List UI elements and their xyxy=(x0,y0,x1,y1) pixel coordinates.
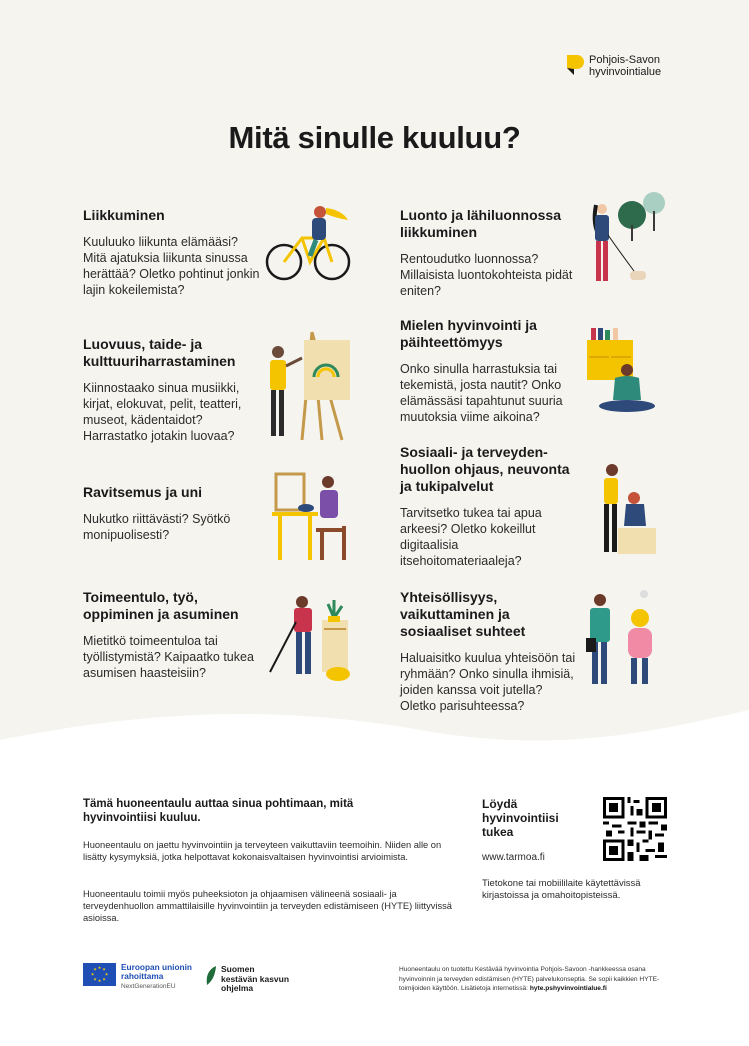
topic-heading: Ravitsemus ja uni xyxy=(83,484,203,500)
meditation-illustration-icon xyxy=(583,326,663,418)
svg-text:★: ★ xyxy=(97,965,102,970)
painter-illustration-icon xyxy=(262,322,354,442)
svg-text:★: ★ xyxy=(90,971,95,977)
footer-text: Huoneentaulu on tuotettu Kestävää hyvinvointia Pohjois-Savoon -hankkeessa osana hyvinvoinnin ja terveyden edistämisen (HYTE) palvelukonseptia. Se sopii kaikkien HYTE-toimijoiden käyttöön. Lisätietoja internetissä: xyxy=(399,966,660,992)
eu-sub-label: NextGenerationEU xyxy=(121,983,176,990)
footer-link[interactable]: hyte.pshyvinvointialue.fi xyxy=(529,985,607,992)
svg-text:★: ★ xyxy=(102,966,106,972)
eu-label-line1: Euroopan unionin xyxy=(121,962,192,972)
eu-funding-logo xyxy=(83,963,192,990)
cleaning-illustration-icon xyxy=(262,594,354,684)
organization-logo xyxy=(566,54,661,78)
svg-text:★: ★ xyxy=(97,978,102,983)
topic-text: Kiinnostaako sinua musiikki, kirjat, elokuvat, pelit, teatteri, museot, kädentaidot? Harrastatko jotakin luovaa? xyxy=(83,381,242,443)
community-illustration-icon xyxy=(586,588,666,688)
topic-sosiaali-ja-terveydenhuolto xyxy=(400,444,580,569)
topic-text: Rentoudutko luonnossa? Millaisista luontokohteista pidät eniten? xyxy=(400,252,573,298)
eu-flag-icon xyxy=(83,963,116,986)
topic-luovuus xyxy=(83,336,263,444)
tarmoa-link[interactable]: www.tarmoa.fi xyxy=(482,852,545,863)
support-illustration-icon xyxy=(590,460,660,556)
leaf-icon xyxy=(205,965,217,987)
organization-name-line1: Pohjois-Savon xyxy=(589,54,660,66)
footer-note xyxy=(399,965,667,994)
info-heading: Tämä huoneentaulu auttaa sinua pohtimaan, mitä hyvinvointiisi kuuluu. xyxy=(83,798,354,824)
topic-heading: Yhteisöllisyys, vaikuttaminen ja sosiaaliset suhteet xyxy=(400,589,526,639)
page-title: Mitä sinulle kuuluu? xyxy=(228,120,521,155)
info-paragraph-2: Huoneentaulu toimii myös puheeksioton ja ohjaamisen välineenä sosiaali- ja terveydenhuollon ammattilaisille hyvinvointiin ja terveyden edistämiseen (HYTE) liittyvissä asioissa. xyxy=(83,889,452,923)
topic-text: Kuuluuko liikunta elämääsi? Mitä ajatuksia liikunta sinussa herättää? Oletko pohtinut jonkin lajin kokeilemista? xyxy=(83,235,260,297)
nature-walk-illustration-icon xyxy=(582,185,668,290)
sustainable-growth-logo xyxy=(205,965,289,994)
info-paragraph-1: Huoneentaulu on jaettu hyvinvointiin ja terveyteen vaikuttaviin teemoihin. Niiden alle on lisätty kysymyksiä, jotka helpottavat kokonaisvaltaisen hyvinvointisi arvioimista. xyxy=(83,840,442,862)
topic-luonto xyxy=(400,207,580,299)
svg-text:★: ★ xyxy=(93,976,97,982)
topic-text: Haluaisitko kuulua yhteisöön tai ryhmään? Onko sinulla ihmisiä, joiden kanssa voit jutella? Oletko parisuhteessa? xyxy=(400,651,576,713)
topic-toimeentulo xyxy=(83,589,258,681)
topic-yhteisollisyys xyxy=(400,589,580,714)
topic-heading: Sosiaali- ja terveyden-huollon ohjaus, neuvonta ja tukipalvelut xyxy=(400,444,570,494)
find-support-text: Tietokone tai mobiililaite käytettävissä kirjastoissa ja omahoitopisteissä. xyxy=(482,878,641,901)
topic-mielen-hyvinvointi xyxy=(400,317,580,425)
find-support-heading: Löydä hyvinvointiisi tukea xyxy=(482,797,559,839)
topic-text: Onko sinulla harrastuksia tai tekemistä, josta nautit? Onko elämässäsi tapahtunut suuria muutoksia viime aikoina? xyxy=(400,362,563,424)
wave-divider xyxy=(0,700,749,790)
topic-heading: Mielen hyvinvointi ja päihteettömyys xyxy=(400,317,537,350)
meal-illustration-icon xyxy=(266,468,352,564)
svg-text:★: ★ xyxy=(102,976,106,982)
topic-heading: Luovuus, taide- ja kulttuuriharrastaminen xyxy=(83,336,236,369)
cyclist-illustration-icon xyxy=(264,200,356,285)
topic-ravitsemus xyxy=(83,484,263,543)
qr-code-icon[interactable] xyxy=(603,797,667,861)
skko-line1: Suomen xyxy=(221,964,255,974)
topic-heading: Toimeentulo, työ, oppiminen ja asuminen xyxy=(83,589,239,622)
topic-text: Mietitkö toimeentuloa tai työllistymistä? Kaipaatko tukea asumisen haasteisiin? xyxy=(83,634,254,680)
topic-heading: Liikkuminen xyxy=(83,207,165,223)
topic-heading: Luonto ja lähiluonnossa liikkuminen xyxy=(400,207,561,240)
skko-line3: ohjelma xyxy=(221,983,254,993)
topic-text: Tarvitsetko tukea tai apua arkeesi? Oletko kokeillut digitaalisia itsehoitomateriaaleja? xyxy=(400,506,542,568)
topic-text: Nukutko riittävästi? Syötkö monipuolisesti? xyxy=(83,512,231,542)
svg-text:★: ★ xyxy=(93,966,97,972)
logo-mark-icon xyxy=(566,54,584,76)
topic-liikkuminen xyxy=(83,207,263,298)
organization-name-line2: hyvinvointialue xyxy=(589,66,662,78)
skko-line2: kestävän kasvun xyxy=(221,973,290,984)
svg-text:★: ★ xyxy=(104,971,109,977)
eu-label-line2: rahoittama xyxy=(121,971,164,981)
